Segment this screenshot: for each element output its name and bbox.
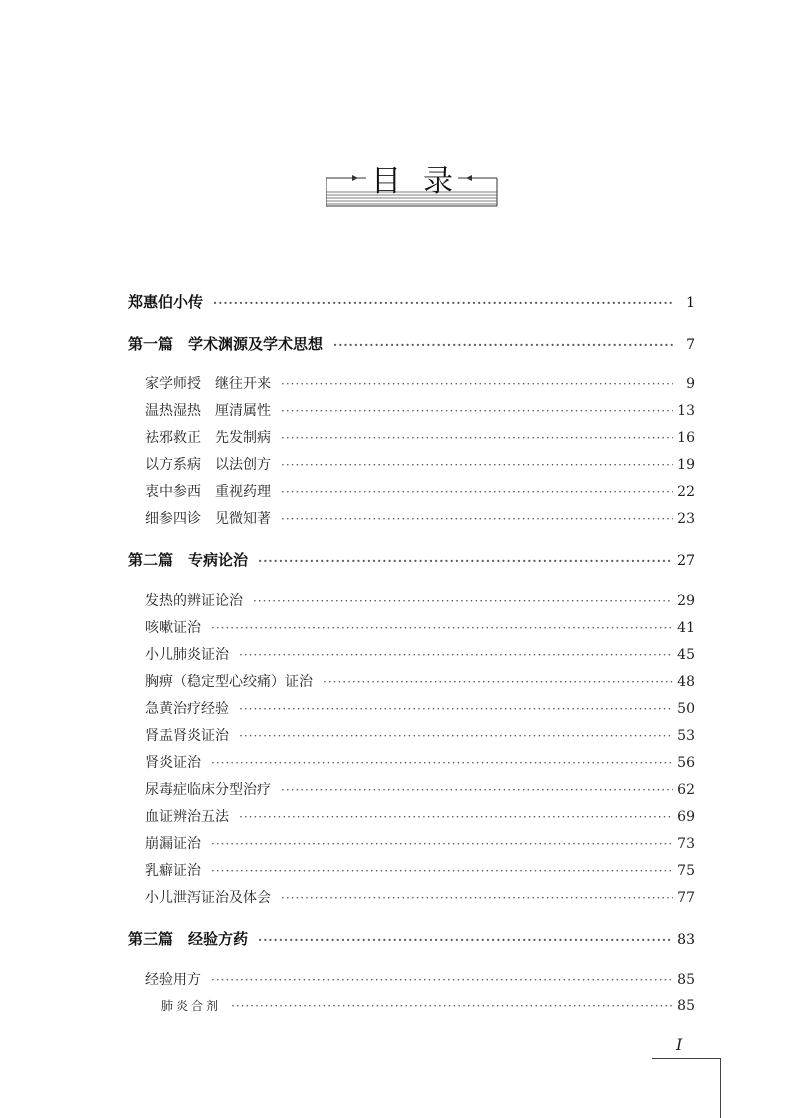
toc-dot-leader [213, 293, 673, 313]
toc-dot-leader [211, 618, 673, 638]
toc-entry-page: 48 [677, 674, 695, 690]
toc-entry-page: 29 [677, 593, 695, 609]
toc-dot-leader [281, 482, 673, 502]
toc-entry-title: 家学师授 继往开来 [145, 376, 271, 392]
toc-entry-page: 16 [677, 430, 695, 446]
toc-entry[interactable] [145, 888, 695, 908]
toc-entry-page: 85 [677, 998, 695, 1014]
toc-entry[interactable] [128, 292, 695, 312]
toc-dot-leader [231, 996, 673, 1016]
toc-entry-title: 第三篇 经验方药 [128, 930, 249, 948]
toc-entry-page: 73 [677, 836, 695, 852]
toc-entry-title: 郑惠伯小传 [128, 293, 204, 311]
toc-dot-leader [239, 645, 673, 665]
toc-entry-page: 41 [677, 620, 695, 636]
toc-dot-leader [239, 699, 673, 719]
toc-entry[interactable] [145, 455, 695, 475]
toc-entry-title: 小儿泄泻证治及体会 [145, 890, 271, 906]
toc-dot-leader [323, 672, 673, 692]
toc-entry-title: 血证辨治五法 [145, 809, 229, 825]
toc-dot-leader [258, 551, 673, 571]
toc-entry[interactable] [145, 699, 695, 719]
toc-entry-page: 19 [677, 457, 695, 473]
toc-entry-page: 27 [677, 553, 695, 569]
toc-entry[interactable] [145, 509, 695, 529]
toc-entry-title: 发热的辨证论治 [145, 593, 243, 609]
toc-dot-leader [253, 591, 673, 611]
toc-dot-leader [281, 509, 673, 529]
toc-entry[interactable] [145, 726, 695, 746]
toc-entry-title: 崩漏证治 [145, 836, 201, 852]
toc-entry[interactable] [145, 401, 695, 421]
toc-entry-title: 肾炎证治 [145, 755, 201, 771]
toc-entry-page: 9 [686, 376, 695, 392]
toc-entry-title: 咳嗽证治 [145, 620, 201, 636]
toc-entry-page: 22 [677, 484, 695, 500]
toc-entry-title: 急黄治疗经验 [145, 701, 229, 717]
toc-entry[interactable] [145, 591, 695, 611]
toc-entry-title: 祛邪救正 先发制病 [145, 430, 271, 446]
toc-entry[interactable] [145, 645, 695, 665]
toc-entry-title: 第一篇 学术渊源及学术思想 [128, 335, 324, 353]
toc-dot-leader [211, 834, 673, 854]
toc-entry-page: 75 [677, 863, 695, 879]
toc-dot-leader [281, 401, 673, 421]
toc-entry-title: 以方系病 以法创方 [145, 457, 271, 473]
toc-entry[interactable] [128, 334, 695, 354]
toc-dot-leader [281, 780, 673, 800]
toc-entry[interactable] [128, 550, 695, 570]
toc-dot-leader [211, 861, 673, 881]
toc-dot-leader [281, 428, 673, 448]
toc-entry-title: 温热湿热 厘清属性 [145, 403, 271, 419]
toc-entry-page: 53 [677, 728, 695, 744]
toc-dot-leader [281, 374, 673, 394]
toc-entry-page: 85 [677, 972, 695, 988]
toc-entry-page: 1 [686, 295, 695, 311]
toc-entry[interactable] [145, 780, 695, 800]
toc-dot-leader [239, 807, 673, 827]
folio-rule-vertical [720, 1058, 721, 1118]
toc-entry[interactable] [145, 618, 695, 638]
toc-entry[interactable] [145, 672, 695, 692]
toc-entry-title: 小儿肺炎证治 [145, 647, 229, 663]
toc-entry-title: 胸痹（稳定型心绞痛）证治 [145, 674, 313, 690]
toc-dot-leader [281, 455, 673, 475]
toc-entry-title: 肾盂肾炎证治 [145, 728, 229, 744]
toc-entry-title: 经验用方 [145, 972, 201, 988]
toc-dot-leader [211, 970, 673, 990]
toc-entry-title: 衷中参西 重视药理 [145, 484, 271, 500]
toc-dot-leader [281, 888, 673, 908]
toc-entry[interactable] [128, 929, 695, 949]
toc-entry-page: 50 [677, 701, 695, 717]
toc-entry-title: 乳癖证治 [145, 863, 201, 879]
toc-entry-page: 56 [677, 755, 695, 771]
toc-entry-page: 69 [677, 809, 695, 825]
toc-entry-page: 45 [677, 647, 695, 663]
toc-entry-title: 尿毒症临床分型治疗 [145, 782, 271, 798]
toc-entry-page: 77 [677, 890, 695, 906]
toc-entry-page: 83 [677, 932, 695, 948]
toc-entry[interactable] [145, 374, 695, 394]
page-title: 目录 [371, 164, 475, 199]
toc-entry-title: 细参四诊 见微知著 [145, 511, 271, 527]
toc-entry[interactable] [161, 996, 695, 1016]
toc-entry-page: 7 [686, 337, 695, 353]
toc-entry-title: 肺炎合剂 [161, 999, 222, 1013]
toc-entry-page: 13 [677, 403, 695, 419]
toc-dot-leader [239, 726, 673, 746]
toc-dot-leader [258, 930, 673, 950]
toc-entry[interactable] [145, 807, 695, 827]
toc-dot-leader [211, 753, 673, 773]
toc-entry[interactable] [145, 482, 695, 502]
toc-dot-leader [333, 335, 673, 355]
page-folio: I [676, 1035, 683, 1054]
toc-entry-page: 62 [677, 782, 695, 798]
toc-entry[interactable] [145, 753, 695, 773]
toc-entry-page: 23 [677, 511, 695, 527]
folio-rule-horizontal [652, 1058, 721, 1059]
toc-entry-title: 第二篇 专病论治 [128, 551, 249, 569]
toc-entry[interactable] [145, 428, 695, 448]
toc-entry[interactable] [145, 861, 695, 881]
toc-entry[interactable] [145, 970, 695, 990]
toc-entry[interactable] [145, 834, 695, 854]
